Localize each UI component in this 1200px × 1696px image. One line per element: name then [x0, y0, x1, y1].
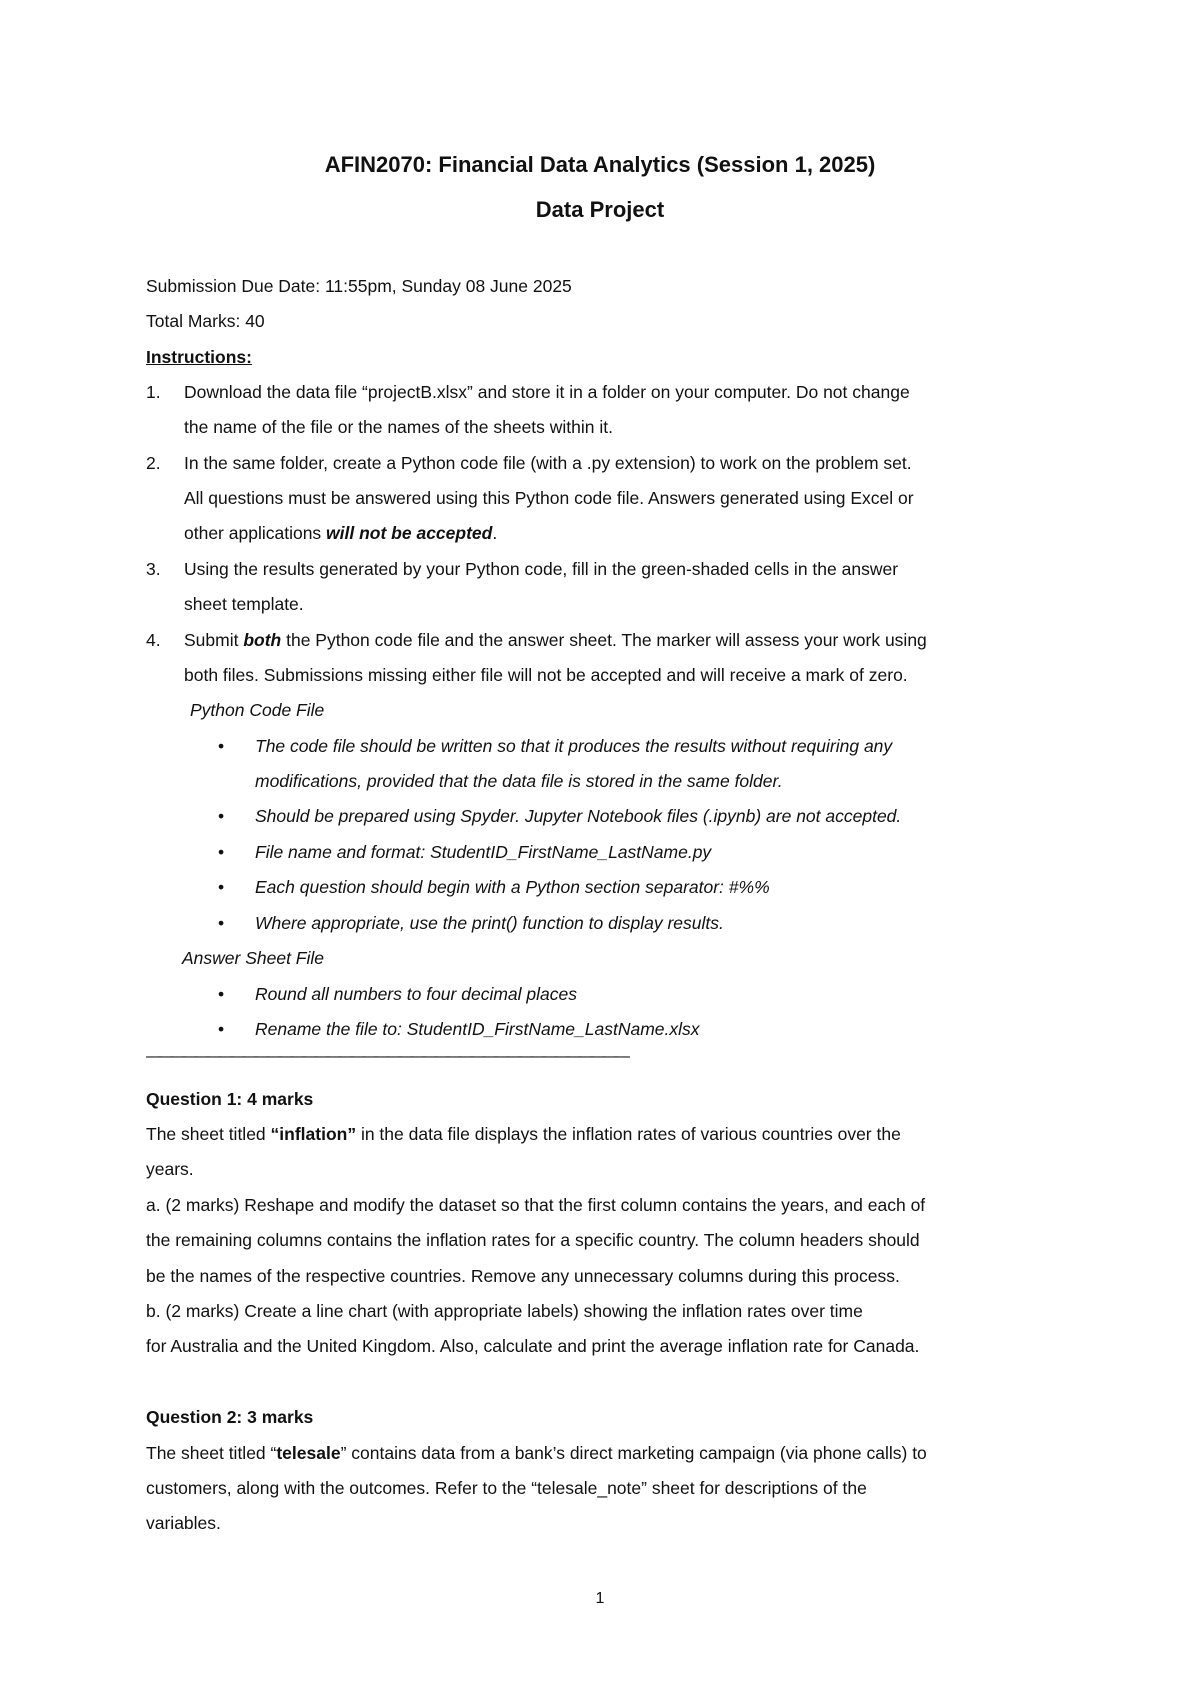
python-bullet: Each question should begin with a Python section separator: #%%	[255, 877, 770, 897]
section-separator: ————————————————————————————————————————	[146, 1048, 626, 1065]
instruction-text: Submit both the Python code file and the answer sheet. The marker will assess your work using	[184, 630, 927, 650]
question2-text: variables.	[146, 1513, 221, 1533]
question2-text: customers, along with the outcomes. Refer to the “telesale_note” sheet for descriptions of the	[146, 1478, 867, 1498]
page-number: 1	[595, 1590, 605, 1607]
total-marks: Total Marks: 40	[146, 311, 265, 331]
bullet-icon: •	[218, 913, 225, 933]
python-bullet: Should be prepared using Spyder. Jupyter Notebook files (.ipynb) are not accepted.	[255, 806, 902, 826]
instructions-heading: Instructions:	[146, 347, 252, 367]
answer-bullet: Rename the file to: StudentID_FirstName_LastName.xlsx	[255, 1019, 700, 1039]
course-title: AFIN2070: Financial Data Analytics (Session 1, 2025)	[324, 152, 876, 177]
instruction-text: Using the results generated by your Python code, fill in the green-shaded cells in the answer	[184, 559, 899, 579]
instruction-text: All questions must be answered using this Python code file. Answers generated using Excel or	[184, 488, 914, 508]
instruction-number: 1.	[146, 382, 161, 402]
bullet-icon: •	[218, 1019, 225, 1039]
instruction-text: Download the data file “projectB.xlsx” and store it in a folder on your computer. Do not change	[184, 382, 910, 402]
sheet-name: “inflation”	[270, 1124, 357, 1144]
question2-heading: Question 2: 3 marks	[146, 1407, 314, 1427]
project-title: Data Project	[535, 197, 665, 222]
due-date: Submission Due Date: 11:55pm, Sunday 08 June 2025	[146, 276, 572, 296]
python-bullet: modifications, provided that the data file is stored in the same folder.	[255, 771, 783, 791]
python-code-file-heading: Python Code File	[190, 700, 325, 720]
emphasis: will not be accepted	[326, 523, 493, 543]
question1-part-b: b. (2 marks) Create a line chart (with appropriate labels) showing the inflation rates over time	[146, 1301, 863, 1321]
instruction-text: sheet template.	[184, 594, 304, 614]
answer-sheet-file-heading: Answer Sheet File	[182, 948, 325, 968]
instruction-number: 2.	[146, 453, 161, 473]
python-bullet: File name and format: StudentID_FirstName_LastName.py	[255, 842, 712, 862]
question1-part-a: be the names of the respective countries. Remove any unnecessary columns during this process.	[146, 1266, 900, 1286]
bullet-icon: •	[218, 806, 225, 826]
bullet-icon: •	[218, 736, 225, 756]
instruction-text: both files. Submissions missing either file will not be accepted and will receive a mark of zero.	[184, 665, 908, 685]
question1-text: years.	[146, 1159, 194, 1179]
question1-part-b: for Australia and the United Kingdom. Also, calculate and print the average inflation rate for Canada.	[146, 1336, 920, 1356]
question1-part-a: a. (2 marks) Reshape and modify the dataset so that the first column contains the years, and each of	[146, 1195, 926, 1215]
question1-text: The sheet titled “inflation” in the data file displays the inflation rates of various countries over the	[146, 1124, 901, 1144]
instruction-text: In the same folder, create a Python code file (with a .py extension) to work on the problem set.	[184, 453, 912, 473]
question2-text: The sheet titled “telesale” contains data from a bank’s direct marketing campaign (via phone calls) to	[146, 1443, 927, 1463]
sheet-name: telesale	[276, 1443, 341, 1463]
instruction-number: 4.	[146, 630, 161, 650]
instruction-text: the name of the file or the names of the sheets within it.	[184, 417, 613, 437]
python-bullet: The code file should be written so that it produces the results without requiring any	[255, 736, 893, 756]
question1-heading: Question 1: 4 marks	[146, 1089, 314, 1109]
python-bullet: Where appropriate, use the print() function to display results.	[255, 913, 724, 933]
answer-bullet: Round all numbers to four decimal places	[255, 984, 577, 1004]
instruction-text: other applications will not be accepted.	[184, 523, 498, 543]
bullet-icon: •	[218, 877, 225, 897]
question1-part-a: the remaining columns contains the inflation rates for a specific country. The column headers should	[146, 1230, 920, 1250]
bullet-icon: •	[218, 842, 225, 862]
emphasis: both	[243, 630, 282, 650]
instruction-number: 3.	[146, 559, 161, 579]
bullet-icon: •	[218, 984, 225, 1004]
